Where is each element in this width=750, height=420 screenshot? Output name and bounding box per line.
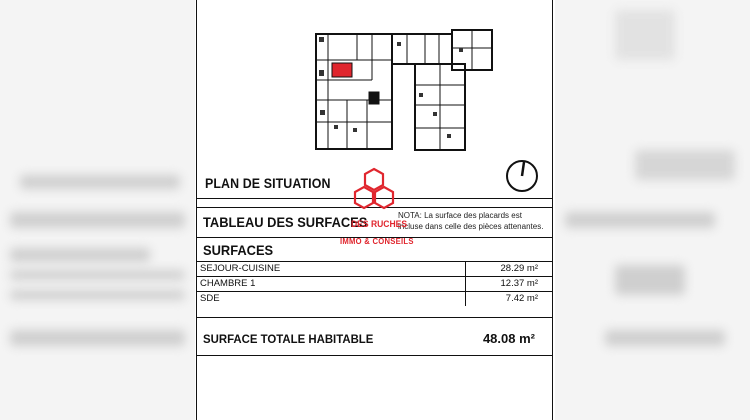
blurred-background-right [555,0,750,420]
row-label: SDE [200,293,220,304]
row-label: CHAMBRE 1 [200,278,256,289]
note-prefix: NOTA: [398,211,422,220]
highlighted-unit [332,63,352,77]
row-value: 12.37 m² [500,278,538,289]
table-row [197,262,552,277]
table-title: TABLEAU DES SURFACES [203,214,368,230]
total-value: 48.08 m² [482,331,535,346]
table-note [398,210,543,232]
column-divider [465,261,466,306]
north-compass-icon [504,158,540,194]
divider [197,355,552,356]
watermark-hive-logo [334,166,414,246]
note-line1: La surface des placards est [424,211,522,220]
note-line2: incluse dans celle des pièces attenantes. [398,222,544,231]
floor-plan-drawing [197,0,554,160]
table-row [197,277,552,292]
row-value: 28.29 m² [500,263,538,274]
row-value: 7.42 m² [505,293,538,304]
surfaces-heading: SURFACES [203,242,274,258]
watermark-name: DES RUCHES [351,219,408,230]
blurred-background-left [0,0,195,420]
plan-title: PLAN DE SITUATION [205,176,331,191]
table-row [197,292,552,307]
watermark-tagline: IMMO & CONSEILS [340,236,414,246]
row-label: SEJOUR-CUISINE [200,263,281,274]
total-label: SURFACE TOTALE HABITABLE [203,332,374,346]
total-row [197,325,552,353]
